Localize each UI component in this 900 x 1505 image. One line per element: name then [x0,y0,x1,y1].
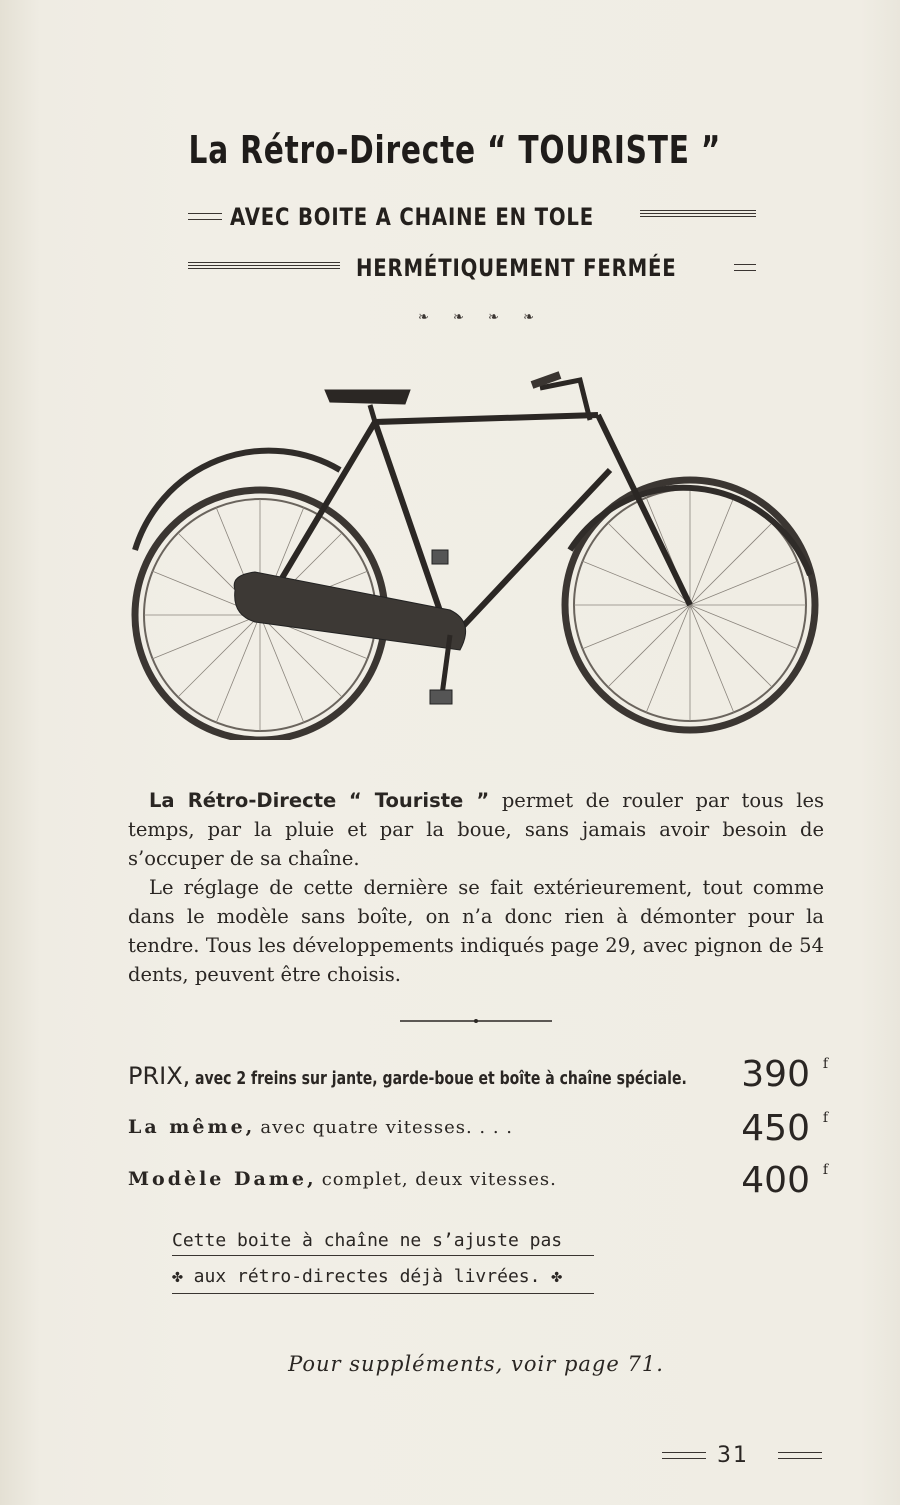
supplements-note: Pour suppléments, voir page 71. [288,1352,664,1376]
price-lead: Modèle Dame, [128,1168,317,1190]
page-title: La Rétro-Directe “ TOURISTE ” [188,128,722,172]
subtitle-line-1: AVEC BOITE A CHAINE EN TOLE [230,203,595,231]
page-number: 31 [717,1443,749,1468]
note-line-2: ✤ aux rétro-directes déjà livrées. ✤ [172,1266,594,1294]
description-text-1: permet de rouler par tous les temps, par la pluie et par la boue, sans jamais avoir besoin de s’occuper de sa chaîne. [128,789,825,870]
price-row [128,1160,828,1214]
price-unit: f [822,1110,828,1126]
rule-right [734,264,756,271]
rule-right [640,210,756,218]
price-description: avec 2 freins sur jante, garde-boue et boîte à chaîne spéciale. [195,1068,688,1089]
price-lead: La même, [128,1116,256,1138]
price-row [128,1054,828,1108]
model-quote: “ Touriste ” [348,789,490,812]
fleuron-ornament: ❧ ❧ ❧ ❧ [418,310,544,325]
rule-left [662,1452,706,1459]
rule-left [188,213,222,220]
description-paragraph [128,786,824,989]
note-line-1: Cette boite à chaîne ne s’ajuste pas [172,1230,594,1256]
price-amount: 390 [741,1054,810,1095]
separator-ornament [400,1019,552,1023]
price-unit: f [822,1056,828,1072]
subtitle-line-2: HERMÉTIQUEMENT FERMÉE [356,254,677,282]
rule-right [778,1452,822,1459]
model-name: La Rétro-Directe [149,789,337,812]
price-amount: 400 [741,1160,810,1201]
price-amount: 450 [741,1108,810,1149]
price-unit: f [822,1162,828,1178]
price-description: complet, deux vitesses. [321,1169,557,1190]
description-text-2: Le réglage de cette dernière se fait extérieurement, tout comme dans le modèle sans boîte, on n’a donc rien à démonter pour la tendre. Tous les développements indiqués page 29, avec pignon de 54 dents, peuvent être choisis. [128,876,824,986]
bicycle-illustration [120,360,830,740]
rule-left [188,262,340,270]
price-description: avec quatre vitesses. . . . [260,1117,514,1138]
price-row [128,1108,828,1162]
price-lead: PRIX, [128,1062,191,1090]
